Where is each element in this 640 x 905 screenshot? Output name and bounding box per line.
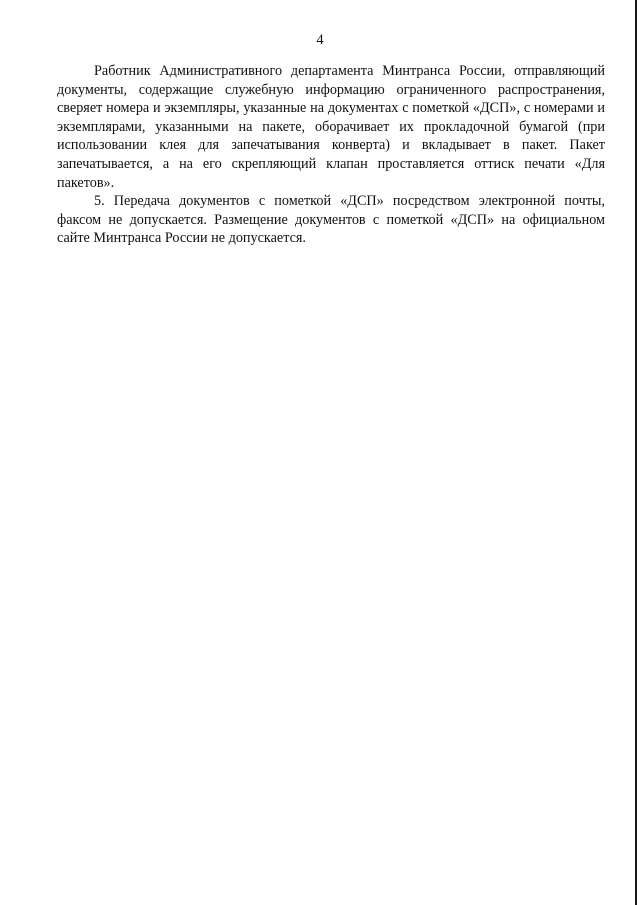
document-body (57, 62, 605, 248)
scan-edge-line (635, 0, 637, 905)
paragraph-sender-procedure: Работник Административного департамента Минтранса России, отправляющий документы, содержащие служебную информацию ограниченного распространения, сверяет номера и экземпляры, указанные на документах с пометкой «ДСП», с номерами и экземплярами, указанными на пакете, оборачивает их прокладочной бумагой (при использовании клея для запечатывания конверта) и вкладывает в пакет. Пакет запечатывается, а на его скрепляющий клапан проставляется оттиск печати «Для пакетов». (57, 63, 605, 191)
page-number: 4 (316, 32, 324, 48)
paragraph-5-transmission-rules: 5. Передача документов с пометкой «ДСП» посредством электронной почты, факсом не допускается. Размещение документов с пометкой «ДСП» на официальном сайте Минтранса России не допускается. (57, 193, 605, 247)
